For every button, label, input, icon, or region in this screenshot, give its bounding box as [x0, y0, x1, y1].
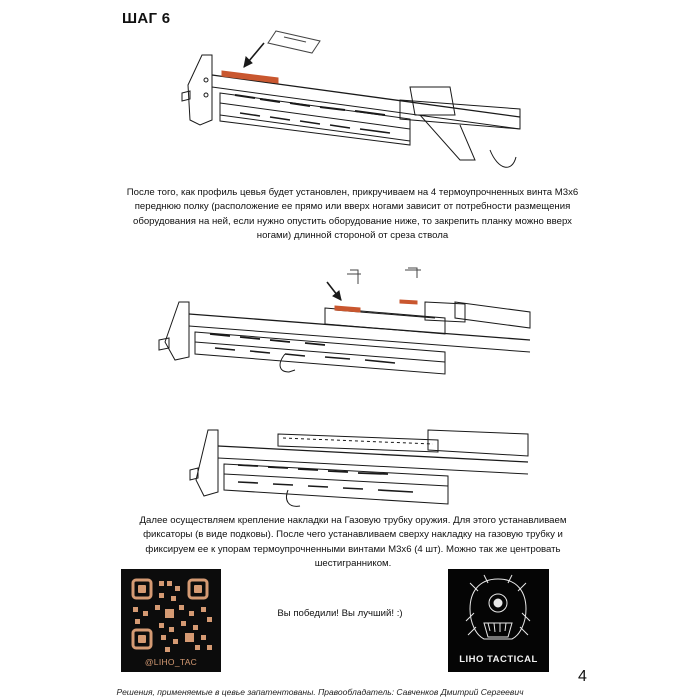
congrats-message: Вы победили! Вы лучший! :)	[277, 608, 403, 619]
illustration-assembled-handguard	[188, 420, 533, 510]
qr-caption: @LIHO_TAC	[144, 657, 198, 667]
page-number: 4	[578, 668, 587, 685]
brand-logo	[448, 569, 549, 672]
illustration-gas-tube-mount	[155, 262, 535, 377]
page-title: ШАГ 6	[122, 10, 171, 27]
brand-logo-caption: LIHO TACTICAL	[459, 654, 538, 665]
illustration-front-shelf-install	[160, 25, 530, 175]
step-description-1: После того, как профиль цевья будет установлен, прикручиваем на 4 термоупрочненных винта М3х6 переднюю полку (расположение ее прямо или вверх ногами зависит от потребности размещения оборудования на ней, если нужно опустить оборудование ниже, то закрепить планку можно вверх ногами) длинной стороной от среза ствола	[126, 187, 579, 241]
step-description-2: Далее осуществляем крепление накладки на Газовую трубку оружия. Для этого устанавливаем фиксаторы (в виде подковы). После чего устанавливаем сверху накладку на газовую трубку и фиксируем ее к упорам термоупрочненными винтами М3х6 (4 шт). Можно так же центровать шестигранником.	[139, 515, 567, 569]
patent-footer: Решения, применяемые в цевье запатентованы. Правообладатель: Савченков Дмитрий Сергеевич	[116, 687, 524, 697]
qr-code[interactable]	[121, 569, 221, 672]
